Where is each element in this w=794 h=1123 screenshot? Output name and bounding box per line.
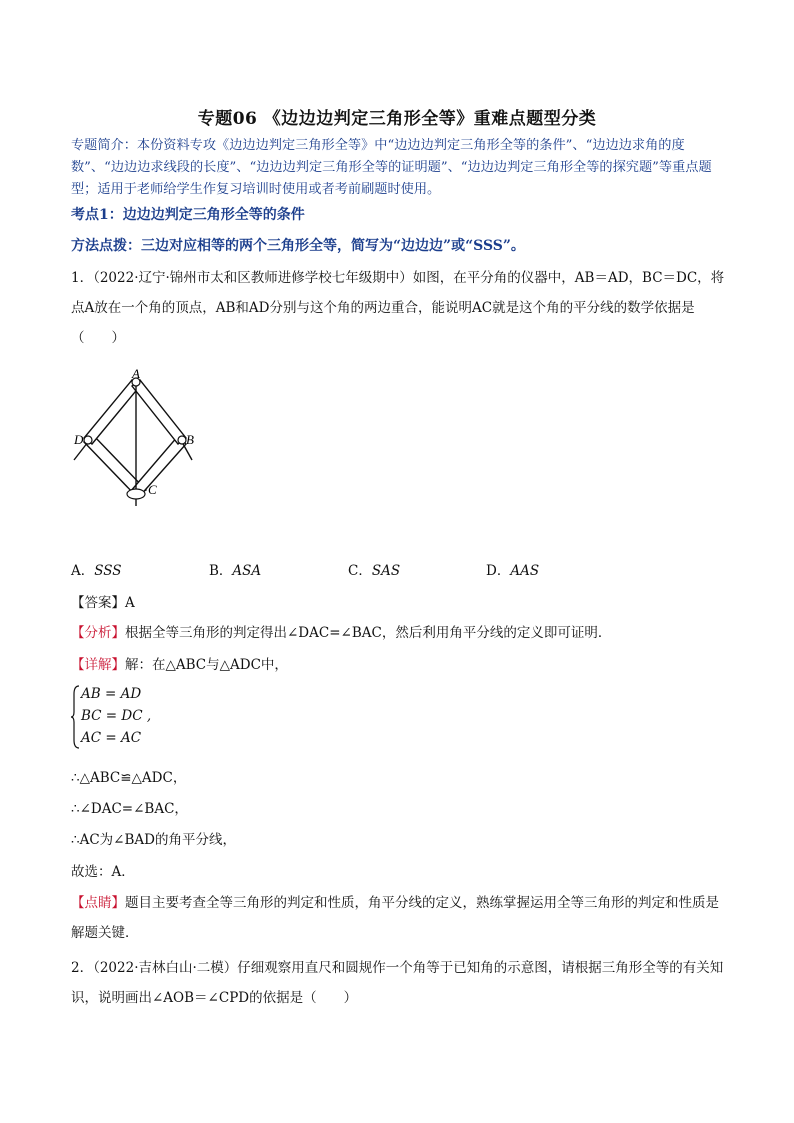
step-2: ∴∠DAC=∠BAC， bbox=[71, 801, 188, 817]
analysis-text: 根据全等三角形的判定得出∠DAC=∠BAC，然后利用角平分线的定义即可证明． bbox=[125, 625, 612, 641]
answer-tag: 【答案】 bbox=[71, 595, 125, 611]
step-4: 故选：A． bbox=[71, 864, 135, 880]
answer-value: A bbox=[125, 595, 135, 611]
comment-text: 题目主要考查全等三角形的判定和性质，角平分线的定义，熟练掌握运用全等三角形的判定和性质是解题关键． bbox=[71, 895, 719, 941]
equation-3: AC = AC bbox=[81, 730, 142, 746]
brace-icon bbox=[71, 684, 81, 750]
step-1: ∴△ABC≌△ADC， bbox=[71, 770, 187, 786]
rod-ab bbox=[132, 380, 186, 444]
step-3: ∴AC为∠BAD的角平分线， bbox=[71, 832, 236, 848]
detail-tag: 【详解】 bbox=[71, 657, 125, 673]
equation-2: BC = DC , bbox=[81, 708, 152, 724]
detail-text: 解：在△ABC与△ADC中， bbox=[125, 657, 288, 673]
intro-paragraph: 专题简介：本份资料专攻《边边边判定三角形全等》中“边边边判定三角形全等的条件”、“边边边求角的度数”、“边边边求线段的长度”、“边边边判定三角形全等的证明题”、“边边边判定三角形全等的探究题”等重点题型；适用于老师给学生作复习培训时使用或者考前刷题时使用。 bbox=[71, 138, 712, 197]
method-tip: 方法点拨：三边对应相等的两个三角形全等，简写为“边边边”或“SSS”。 bbox=[71, 238, 525, 254]
analysis-line bbox=[71, 621, 611, 641]
question-2-text: 2．（2022·吉林白山·二模）仔细观察用直尺和圆规作一个角等于已知角的示意图，请根据三角形全等的有关知识，说明画出∠AOB＝∠CPD的依据是（ ） bbox=[71, 960, 724, 1006]
instrument-diagram bbox=[66, 362, 206, 512]
answer-options bbox=[71, 559, 671, 579]
topic-heading: 考点1：边边边判定三角形全等的条件 bbox=[71, 207, 305, 223]
comment-tag: 【点睛】 bbox=[71, 895, 125, 911]
option-b: B．ASA bbox=[209, 563, 262, 579]
label-c: C bbox=[148, 482, 157, 497]
option-d: D．AAS bbox=[486, 563, 540, 579]
option-a: A．SSS bbox=[71, 563, 122, 579]
label-a: A bbox=[132, 366, 140, 381]
equation-1: AB = AD bbox=[81, 686, 142, 702]
detail-line bbox=[71, 653, 288, 673]
rod-ad bbox=[84, 380, 140, 444]
question-1-text: 1．（2022·辽宁·锦州市太和区教师进修学校七年级期中）如图，在平分角的仪器中，AB＝AD，BC＝DC，将点A放在一个角的顶点，AB和AD分别与这个角的两边重合，能说明AC就是这个角的平分线的数学依据是（ ） bbox=[71, 270, 725, 346]
label-d: D bbox=[74, 432, 84, 447]
page-title: 专题06 《边边边判定三角形全等》重难点题型分类 bbox=[197, 109, 597, 129]
analysis-tag: 【分析】 bbox=[71, 625, 125, 641]
option-c: C．SAS bbox=[348, 563, 401, 579]
comment-block bbox=[71, 888, 726, 948]
answer-line bbox=[71, 591, 135, 611]
label-b: B bbox=[186, 432, 194, 447]
equation-system bbox=[71, 684, 191, 754]
